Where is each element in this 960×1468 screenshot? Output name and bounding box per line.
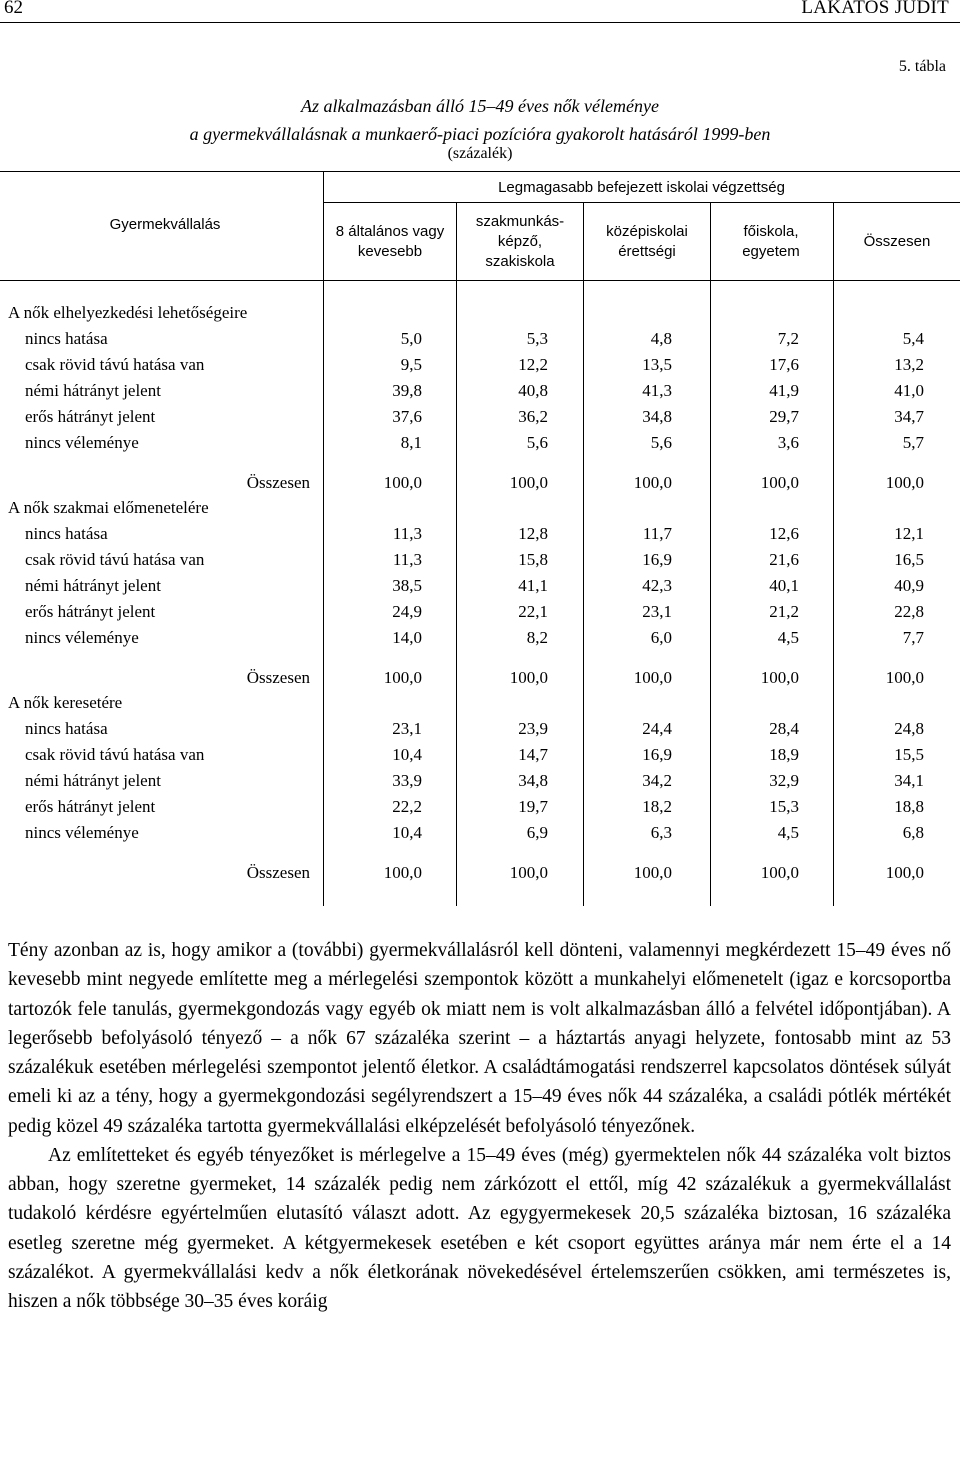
table-row-label: nincs véleménye (25, 433, 139, 452)
column-header: Összesen (863, 233, 931, 250)
table-cell: 39,8 (392, 381, 422, 400)
table-cell: 23,9 (518, 719, 548, 738)
table-cell: 34,1 (894, 771, 924, 790)
section-title: A nők szakmai előmenetelére (8, 498, 209, 517)
table-cell: 34,8 (518, 771, 548, 790)
table-row-label: nincs hatása (25, 719, 108, 738)
table-cell: 42,3 (642, 576, 672, 595)
table-cell: 5,7 (902, 433, 924, 452)
total-row-label: Összesen (246, 473, 310, 492)
table-cell: 11,3 (392, 524, 422, 543)
total-cell: 100,0 (509, 668, 548, 687)
table-cell: 10,4 (392, 745, 422, 764)
table-row-label: erős hátrányt jelent (25, 602, 156, 621)
total-cell: 100,0 (633, 473, 672, 492)
total-cell: 100,0 (885, 863, 924, 882)
table-cell: 6,3 (650, 823, 672, 842)
table-cell: 38,5 (392, 576, 422, 595)
header-top-rule (0, 171, 960, 172)
table-cell: 5,0 (400, 329, 422, 348)
row-header: Gyermekvállalás (109, 216, 221, 233)
table-cell: 16,9 (642, 745, 672, 764)
table-cell: 16,9 (642, 550, 672, 569)
table-cell: 29,7 (769, 407, 799, 426)
table-row-label: nincs véleménye (25, 628, 139, 647)
table-cell: 12,1 (894, 524, 924, 543)
table-cell: 37,6 (392, 407, 422, 426)
total-cell: 100,0 (633, 863, 672, 882)
table-cell: 24,8 (894, 719, 924, 738)
header-rule (0, 22, 960, 23)
table-cell: 22,1 (518, 602, 548, 621)
body-text (8, 936, 951, 1316)
column-separator (456, 202, 457, 906)
table-cell: 28,4 (769, 719, 799, 738)
running-head: LAKATOS JUDIT (801, 0, 949, 18)
table-cell: 13,2 (894, 355, 924, 374)
table-cell: 40,8 (518, 381, 548, 400)
table-cell: 3,6 (777, 433, 799, 452)
table-cell: 4,5 (777, 823, 799, 842)
table-row-label: némi hátrányt jelent (25, 771, 161, 790)
header-bottom-rule (0, 280, 960, 281)
total-cell: 100,0 (760, 668, 799, 687)
column-header: főiskola, egyetem (742, 223, 800, 260)
total-cell: 100,0 (760, 473, 799, 492)
table-cell: 5,6 (650, 433, 672, 452)
table-cell: 8,2 (526, 628, 548, 647)
total-cell: 100,0 (383, 473, 422, 492)
table-cell: 13,5 (642, 355, 672, 374)
table-row-label: nincs hatása (25, 524, 108, 543)
section-title: A nők keresetére (8, 693, 123, 712)
table-cell: 8,1 (400, 433, 422, 452)
table-cell: 17,6 (769, 355, 799, 374)
column-separator (583, 202, 584, 906)
table-row-label: csak rövid távú hatása van (25, 745, 205, 764)
table-cell: 11,7 (642, 524, 672, 543)
table-row-label: nincs véleménye (25, 823, 139, 842)
table-cell: 7,2 (777, 329, 799, 348)
total-cell: 100,0 (885, 668, 924, 687)
table-cell: 12,6 (769, 524, 799, 543)
total-cell: 100,0 (383, 863, 422, 882)
table-cell: 36,2 (518, 407, 548, 426)
paragraph: Tény azonban az is, hogy amikor a (további) gyermekvállalásról kell dönteni, valamennyi megkérdezett 15–49 éves nő kevesebb mint negyede említette meg a mérlegelési szempontok között a munkahelyi előmenetelt (igaz e korcsoportba tartozók fele tanulás, gyermekgondozás vagy egyéb ok miatt nem is volt alkalmazásban álló a felvétel időpontjában). A legerősebb befolyásoló tényező – a nők 67 százaléka szerint – a háztartás anyagi helyzete, fontosabb mint az 53 százalékuk esetében mérlegelési szempontot jelentő életkor. A családtámogatási rendszerrel kapcsolatos döntések súlyát emeli ki az a tény, hogy a gyermekgondozási segélyrendszert a 15–49 éves nők 44 százaléka, a családi pótlék mértékét pedig közel 49 százaléka tartotta gyermekvállalási elképzelését befolyásoló tényezőnek. (8, 940, 951, 1137)
total-row-label: Összesen (246, 668, 310, 687)
table-title-line-1: Az alkalmazásban álló 15–49 éves nők véleménye (301, 96, 659, 116)
table-cell: 6,9 (526, 823, 548, 842)
table-cell: 15,3 (769, 797, 799, 816)
table-cell: 18,2 (642, 797, 672, 816)
table-cell: 24,4 (642, 719, 672, 738)
table-row-label: nincs hatása (25, 329, 108, 348)
table-cell: 34,8 (642, 407, 672, 426)
table-cell: 18,8 (894, 797, 924, 816)
table-cell: 19,7 (518, 797, 548, 816)
table-cell: 12,2 (518, 355, 548, 374)
table-cell: 10,4 (392, 823, 422, 842)
table-cell: 34,2 (642, 771, 672, 790)
table-cell: 15,8 (518, 550, 548, 569)
total-cell: 100,0 (633, 668, 672, 687)
table-cell: 21,2 (769, 602, 799, 621)
total-cell: 100,0 (885, 473, 924, 492)
table-cell: 18,9 (769, 745, 799, 764)
table-cell: 22,8 (894, 602, 924, 621)
table-cell: 5,3 (526, 329, 548, 348)
column-separator (710, 202, 711, 906)
table-row-label: csak rövid távú hatása van (25, 550, 205, 569)
table-cell: 15,5 (894, 745, 924, 764)
table-cell: 4,8 (650, 329, 672, 348)
table-cell: 33,9 (392, 771, 422, 790)
table-cell: 41,3 (642, 381, 672, 400)
column-header: szakmunkás-képző, szakiskola (475, 213, 565, 270)
table-cell: 22,2 (392, 797, 422, 816)
paragraph: Az említetteket és egyéb tényezőket is mérlegelve a 15–49 éves (még) gyermektelen nők 44 százaléka volt biztos abban, hogy szeretne gyermeket, 14 százalék pedig nem zárkózott el ettől, míg 42 százalékuk a gyermekvállalást tudakoló kérdésre egyértelműen elutasító választ adott. Az egygyermekesek 20,5 százaléka biztosan, 16 százaléka esetleg szeretne még gyermeket. A kétgyermekesek esetében e két csoport együttes aránya már nem érte el a 14 százalékot. A gyermekvállalási kedv a nők életkorának növekedésével értelemszerűen csökken, ami természetes is, hiszen a nők többsége 30–35 éves koráig (8, 1144, 951, 1312)
table-cell: 23,1 (392, 719, 422, 738)
table-row-label: csak rövid távú hatása van (25, 355, 205, 374)
table-row-label: némi hátrányt jelent (25, 576, 161, 595)
column-separator (833, 202, 834, 906)
table-cell: 5,6 (526, 433, 548, 452)
table-row-label: erős hátrányt jelent (25, 797, 156, 816)
table-cell: 14,0 (392, 628, 422, 647)
table-cell: 21,6 (769, 550, 799, 569)
table-cell: 14,7 (518, 745, 548, 764)
column-separator (323, 171, 324, 906)
total-cell: 100,0 (509, 473, 548, 492)
column-header: középiskolai érettségi (606, 223, 688, 260)
table-cell: 11,3 (392, 550, 422, 569)
table-cell: 9,5 (400, 355, 422, 374)
column-header: 8 általános vagy kevesebb (335, 223, 445, 260)
section-title: A nők elhelyezkedési lehetőségeire (8, 303, 248, 322)
table-row-label: némi hátrányt jelent (25, 381, 161, 400)
table-cell: 40,1 (769, 576, 799, 595)
table-title-line-2: a gyermekvállalásnak a munkaerő-piaci pozícióra gyakorolt hatásáról 1999-ben (189, 124, 771, 144)
group-header: Legmagasabb befejezett iskolai végzettség (498, 179, 785, 196)
table-cell: 16,5 (894, 550, 924, 569)
table-cell: 41,9 (769, 381, 799, 400)
page-number: 62 (4, 0, 23, 18)
table-cell: 6,0 (650, 628, 672, 647)
table-cell: 41,1 (518, 576, 548, 595)
table-cell: 6,8 (902, 823, 924, 842)
total-cell: 100,0 (509, 863, 548, 882)
total-cell: 100,0 (383, 668, 422, 687)
table-cell: 41,0 (894, 381, 924, 400)
table-cell: 32,9 (769, 771, 799, 790)
total-cell: 100,0 (760, 863, 799, 882)
table-cell: 23,1 (642, 602, 672, 621)
table-unit: (százalék) (447, 145, 513, 162)
table-row-label: erős hátrányt jelent (25, 407, 156, 426)
table-cell: 7,7 (902, 628, 924, 647)
table-label: 5. tábla (898, 58, 946, 75)
group-header-rule (323, 202, 960, 203)
table-cell: 40,9 (894, 576, 924, 595)
table-cell: 24,9 (392, 602, 422, 621)
table-cell: 12,8 (518, 524, 548, 543)
total-row-label: Összesen (246, 863, 310, 882)
table-cell: 34,7 (894, 407, 924, 426)
table-cell: 4,5 (777, 628, 799, 647)
table-cell: 5,4 (902, 329, 924, 348)
